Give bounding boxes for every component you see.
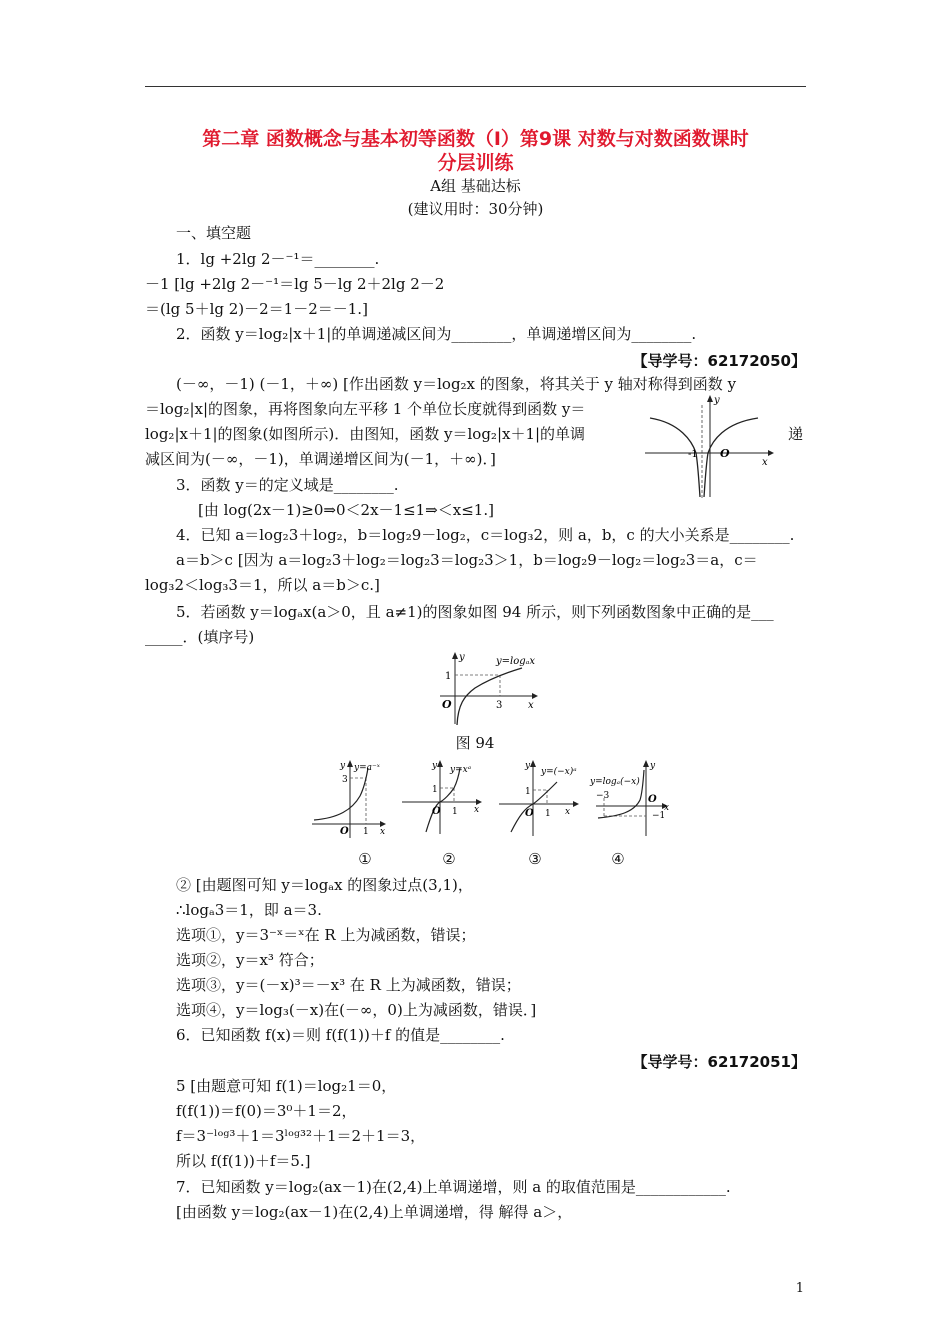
q2-question: 2．函数 y＝log₂|x＋1|的单调递减区间为________，单调递增区间为________. bbox=[176, 325, 697, 343]
x-label: x bbox=[528, 700, 534, 711]
y-label: y bbox=[459, 652, 465, 663]
svg-text:O: O bbox=[432, 806, 441, 817]
q5-answer-2: ∴logₐ3＝1，即 a＝3. bbox=[176, 901, 322, 919]
q1-answer-1: －1 [lg +2lg 2－⁻¹＝lg 5－lg 2＋2lg 2－2 bbox=[145, 275, 445, 293]
curve-label: y=a⁻ˣ bbox=[354, 763, 380, 773]
tick-3: 3 bbox=[342, 775, 348, 785]
curve-label: y=logₐ(−x) bbox=[590, 777, 640, 787]
q5-answer-3: 选项①，y＝3⁻ˣ＝ˣ在 R 上为减函数，错误； bbox=[176, 926, 476, 944]
svg-text:x: x bbox=[380, 827, 386, 837]
q5-answer-5: 选项③，y＝(－x)³＝－x³ 在 R 上为减函数，错误； bbox=[176, 976, 521, 994]
svg-text:y: y bbox=[650, 761, 656, 771]
q6-question: 6．已知函数 f(x)＝则 f(f(1))＋f 的值是________. bbox=[176, 1026, 505, 1044]
group-label: A组 基础达标 bbox=[430, 177, 521, 195]
q2-answer-2: ＝log₂|x|的图象，再将图象向左平移 1 个单位长度就得到函数 y＝ bbox=[145, 400, 586, 418]
q6-answer-3: f＝3⁻ˡᵒᵍ³＋1＝3ˡᵒᵍ³²＋1＝2＋1＝3， bbox=[176, 1127, 426, 1145]
q3-answer: [由 log(2x－1)≥0⇒0＜2x－1≤1⇒＜x≤1.] bbox=[198, 501, 494, 519]
option-1-graph bbox=[310, 760, 390, 840]
option-4-graph bbox=[590, 760, 680, 840]
option-1-number: ① bbox=[358, 850, 372, 868]
tick-1: 1 bbox=[363, 827, 369, 837]
q7-answer: [由函数 y＝log₂(ax－1)在(2,4)上单调递增，得 解得 a＞， bbox=[176, 1203, 573, 1221]
svg-text:y: y bbox=[340, 761, 346, 771]
q4-answer-1: a＝b＞c [因为 a＝log₂3＋log₂＝log₂3＝log₂3＞1，b＝log₂9－log₂＝log₂3＝a，c＝ bbox=[176, 551, 758, 569]
q3-question: 3．函数 y＝的定义域是________. bbox=[176, 476, 399, 494]
x-axis-arrow bbox=[532, 693, 538, 699]
q4-question: 4．已知 a＝log₂3＋log₂，b＝log₂9－log₂，c＝log₃2，则 a，b，c 的大小关系是________. bbox=[176, 526, 795, 544]
svg-text:x: x bbox=[474, 805, 480, 815]
y-axis-arrow bbox=[707, 395, 713, 402]
option-4-number: ④ bbox=[611, 850, 625, 868]
q2-log-abs-graph bbox=[640, 393, 780, 501]
curve-label: y=(−x)ᵃ bbox=[541, 767, 577, 777]
q5-answer-4: 选项②，y＝x³ 符合； bbox=[176, 951, 324, 969]
x-label: x bbox=[762, 457, 768, 468]
tick-3: 3 bbox=[496, 700, 503, 711]
page-number: 1 bbox=[795, 1281, 804, 1296]
option-2-graph bbox=[400, 760, 485, 840]
origin-label: O bbox=[720, 447, 730, 460]
curve-label: y=xᵃ bbox=[450, 765, 472, 775]
tick-neg3: −3 bbox=[596, 791, 610, 801]
q5-answer-6: 选项④，y＝log₃(－x)在(－∞，0)上为减函数，错误．] bbox=[176, 1001, 537, 1019]
q6-answer-1: 5 [由题意可知 f(1)＝log₂1＝0， bbox=[176, 1077, 397, 1095]
q7-question: 7．已知函数 y＝log₂(ax－1)在(2,4)上单调递增，则 a 的取值范围是____________. bbox=[176, 1178, 731, 1196]
svg-text:O: O bbox=[525, 808, 534, 819]
q2-answer-1: (－∞，－1) (－1，＋∞) [作出函数 y＝log₂x 的图象，将其关于 y 轴对称得到函数 y bbox=[176, 375, 737, 393]
tick-1: 1 bbox=[432, 785, 438, 795]
tick-1: 1 bbox=[445, 671, 452, 682]
curve bbox=[314, 768, 368, 820]
q1-question: 1．lg +2lg 2－⁻¹＝________. bbox=[176, 250, 380, 268]
y-axis-arrow bbox=[452, 652, 458, 659]
section-heading: 一、填空题 bbox=[176, 224, 252, 242]
q6-answer-4: 所以 f(f(1))＋f＝5.] bbox=[176, 1152, 311, 1170]
option-2-number: ② bbox=[442, 850, 456, 868]
x-axis-arrow bbox=[768, 450, 774, 456]
chapter-title-cont: 分层训练 bbox=[437, 152, 514, 174]
q5-answer-1: ② [由题图可知 y＝logₐx 的图象过点(3,1)， bbox=[176, 876, 473, 894]
neg1-label: -1 bbox=[688, 449, 698, 460]
svg-text:O: O bbox=[340, 826, 349, 837]
q4-answer-2: log₃2＜log₃3＝1，所以 a＝b＞c.] bbox=[145, 576, 380, 594]
svg-text:y: y bbox=[432, 761, 438, 771]
q5-question-2: _____．(填序号) bbox=[145, 628, 255, 646]
q2-answer-3-tail: 递 bbox=[788, 425, 804, 443]
svg-text:1: 1 bbox=[545, 809, 551, 819]
guide-number: 【导学号：62172050】 bbox=[632, 352, 806, 370]
svg-text:1: 1 bbox=[452, 807, 458, 817]
y-label: y bbox=[714, 395, 720, 406]
svg-text:x: x bbox=[565, 807, 571, 817]
time-hint: (建议用时：30分钟) bbox=[407, 200, 544, 218]
figure-94 bbox=[440, 650, 560, 728]
tick-1: 1 bbox=[525, 787, 531, 797]
svg-text:x: x bbox=[664, 803, 670, 813]
q6-answer-2: f(f(1))＝f(0)＝3⁰＋1＝2， bbox=[176, 1102, 357, 1120]
right-branch bbox=[704, 418, 758, 497]
header-rule bbox=[145, 86, 806, 87]
origin-label: O bbox=[442, 698, 452, 711]
curve bbox=[426, 768, 460, 832]
figure-caption: 图 94 bbox=[455, 734, 495, 752]
q2-answer-3: log₂|x＋1|的图象(如图所示)．由图知，函数 y＝log₂|x＋1|的单调 bbox=[145, 425, 586, 443]
option-3-number: ③ bbox=[528, 850, 542, 868]
curve-label: y=logₐx bbox=[496, 656, 536, 667]
q2-answer-4: 减区间为(－∞，－1)，单调递增区间为(－1，＋∞)．] bbox=[145, 450, 496, 468]
option-3-graph bbox=[497, 760, 587, 840]
curve bbox=[511, 782, 557, 832]
chapter-title: 第二章 函数概念与基本初等函数（Ⅰ）第9课 对数与对数函数课时 bbox=[202, 128, 749, 150]
q1-answer-2: ＝(lg 5＋lg 2)－2＝1－2＝－1.] bbox=[145, 300, 368, 318]
q5-question-1: 5．若函数 y＝logₐx(a＞0，且 a≠1)的图象如图 94 所示，则下列函数图象中正确的是___ bbox=[176, 603, 774, 621]
tick-neg1: −1 bbox=[652, 811, 666, 821]
svg-text:y: y bbox=[525, 761, 531, 771]
guide-number-2: 【导学号：62172051】 bbox=[632, 1053, 806, 1071]
svg-text:O: O bbox=[648, 794, 657, 805]
